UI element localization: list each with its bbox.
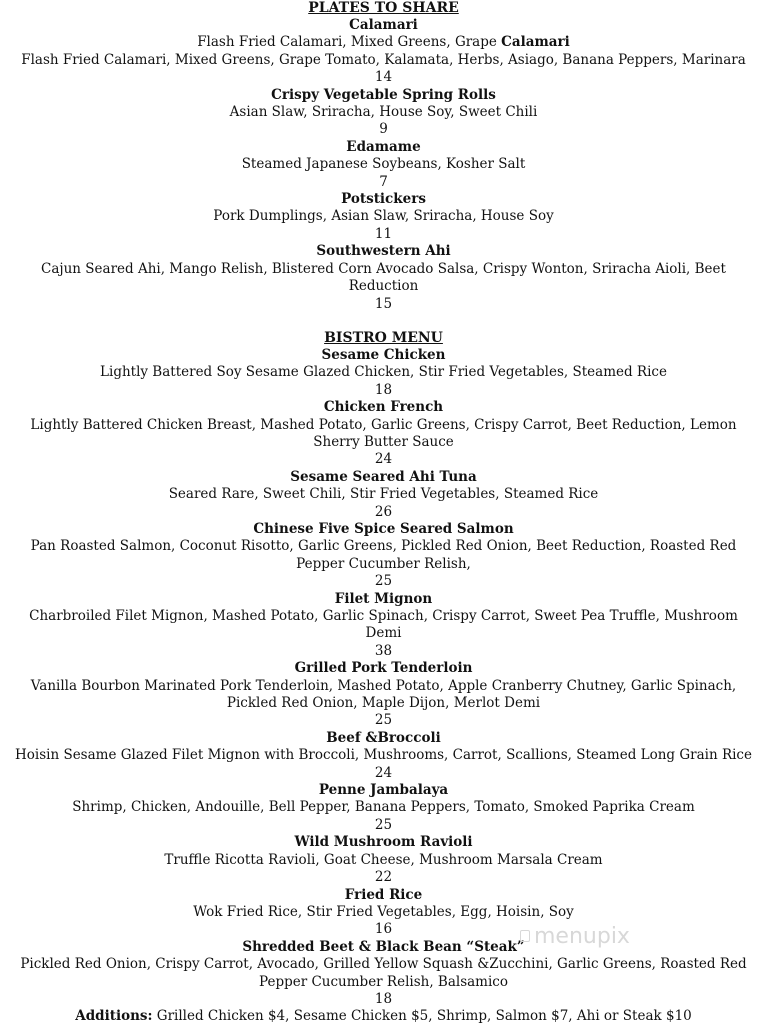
item-desc-tail: Calamari [501,34,570,51]
menu-item-filet-mignon [0,591,767,661]
item-price: 25 [374,712,393,729]
menu-item-five-spice-salmon [0,521,767,591]
item-name: Edamame [346,138,421,155]
item-price: 18 [374,990,393,1007]
item-name: Southwestern Ahi [316,243,451,260]
plates-to-share-section [0,0,767,313]
item-desc: Lightly Battered Chicken Breast, Mashed Potato, Garlic Greens, Crispy Carrot, Beet Reduction, Lemon Sherry Butter Sauce [30,416,737,450]
item-name: Wild Mushroom Ravioli [294,834,473,851]
item-price: 18 [374,381,393,398]
item-name: Chicken French [323,399,444,416]
item-desc: Pickled Red Onion, Crispy Carrot, Avocado, Grilled Yellow Squash &Zucchini, Garlic Greens, Roasted Red Pepper Cucumber Relish, Balsamico [20,956,747,990]
item-price: 38 [374,642,393,659]
section-spacer [0,313,767,330]
menu-item-mushroom-ravioli [0,834,767,886]
item-desc: Vanilla Bourbon Marinated Pork Tenderloin, Mashed Potato, Apple Cranberry Chutney, Garlic Spinach, Pickled Red Onion, Maple Dijon, Merlot Demi [30,677,737,712]
item-desc: Lightly Battered Soy Sesame Glazed Chicken, Stir Fried Vegetables, Steamed Rice [100,364,667,381]
menu-item-chicken-french [0,399,767,469]
item-desc: Pork Dumplings, Asian Slaw, Sriracha, House Soy [213,208,554,225]
item-price: 24 [374,764,393,781]
menu-item-beet-steak [0,939,767,1009]
item-name: Potstickers [341,191,426,208]
item-price: 24 [374,451,393,468]
item-price: 25 [374,573,393,590]
item-price: 9 [379,121,388,138]
item-name: Beef &Broccoli [326,729,441,746]
item-name: Penne Jambalaya [318,782,449,799]
item-name: Chinese Five Spice Seared Salmon [253,520,514,537]
item-price: 14 [374,69,393,86]
item-desc: Charbroiled Filet Mignon, Mashed Potato, Garlic Spinach, Crispy Carrot, Sweet Pea Truffle, Mushroom Demi [29,608,738,642]
additions-label: Additions: [75,1008,153,1025]
item-desc: Shrimp, Chicken, Andouille, Bell Pepper, Banana Peppers, Tomato, Smoked Paprika Cream [72,799,695,816]
item-name: Sesame Seared Ahi Tuna [290,468,477,485]
item-price: 11 [374,225,393,242]
item-desc-text: Flash Fried Calamari, Mixed Greens, Grape [197,34,497,51]
item-desc: Steamed Japanese Soybeans, Kosher Salt [241,156,526,173]
item-desc: Truffle Ricotta Ravioli, Goat Cheese, Mushroom Marsala Cream [164,851,603,868]
menu-item-beef-broccoli [0,730,767,782]
item-price: 15 [374,295,393,312]
item-name: Calamari [349,17,418,33]
menu-item-fried-rice [0,887,767,939]
item-desc: Seared Rare, Sweet Chili, Stir Fried Vegetables, Steamed Rice [168,486,599,503]
item-desc: Wok Fried Rice, Stir Fried Vegetables, Egg, Hoisin, Soy [193,903,574,920]
item-price: 16 [374,921,393,938]
menu-item-penne-jambalaya [0,782,767,834]
item-desc: Pan Roasted Salmon, Coconut Risotto, Garlic Greens, Pickled Red Onion, Beet Reduction, Roasted Red Pepper Cucumber Relish, [30,538,737,572]
item-price: 22 [374,869,393,886]
item-desc: Asian Slaw, Sriracha, House Soy, Sweet Chili [229,104,538,121]
menu-item-calamari [0,17,767,87]
menu-item-sesame-chicken [0,347,767,399]
item-name: Grilled Pork Tenderloin [294,660,473,677]
menu-item-potstickers [0,191,767,243]
menu-item-southwestern-ahi [0,243,767,313]
additions-line [0,1008,767,1025]
item-name: Filet Mignon [334,590,433,607]
menu-item-spring-rolls [0,87,767,139]
item-price: 25 [374,816,393,833]
section-title-plates: PLATES TO SHARE [308,0,459,16]
item-name: Sesame Chicken [321,346,446,363]
item-name: Fried Rice [344,886,423,903]
additions-text: Grilled Chicken $4, Sesame Chicken $5, Shrimp, Salmon $7, Ahi or Steak $10 [156,1008,692,1025]
watermark-text: menupix [534,924,630,949]
bistro-menu-section [0,330,767,1008]
item-desc: Hoisin Sesame Glazed Filet Mignon with Broccoli, Mushrooms, Carrot, Scallions, Steamed Long Grain Rice [15,747,752,764]
item-name: Crispy Vegetable Spring Rolls [271,86,496,103]
menu-item-ahi-tuna [0,469,767,521]
menu-item-edamame [0,139,767,191]
item-desc: Cajun Seared Ahi, Mango Relish, Blistered Corn Avocado Salsa, Crispy Wonton, Sriracha Aioli, Beet Reduction [41,260,726,295]
item-desc [0,34,767,51]
item-desc-2: Flash Fried Calamari, Mixed Greens, Grape Tomato, Kalamata, Herbs, Asiago, Banana Peppers, Marinara [21,51,746,68]
section-title-bistro: BISTRO MENU [324,329,443,346]
item-price: 7 [379,173,388,190]
menu-item-pork-tenderloin [0,660,767,730]
item-price: 26 [374,503,393,520]
item-name: Shredded Beet & Black Bean “Steak” [242,938,525,955]
watermark-icon [520,930,530,942]
